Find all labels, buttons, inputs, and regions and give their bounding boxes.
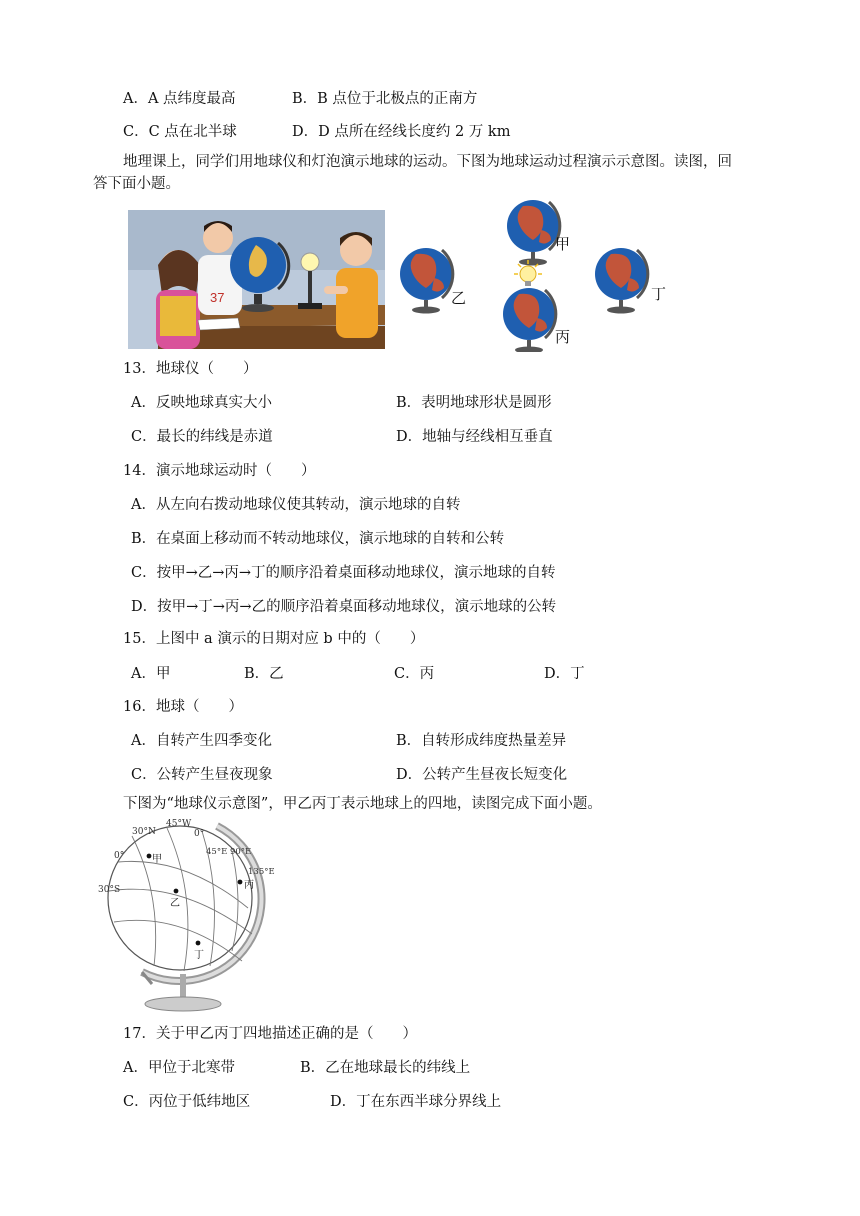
globe-label-jia: 甲 bbox=[555, 235, 571, 253]
label-30s: 30°S bbox=[98, 885, 121, 895]
label-lon0: 0° bbox=[194, 829, 205, 839]
q15-option-c: C．丙 bbox=[394, 666, 435, 682]
classroom-photo bbox=[128, 210, 385, 349]
q12-option-b: B．B 点位于北极点的正南方 bbox=[292, 91, 478, 107]
globe-label-ding: 丁 bbox=[651, 285, 667, 303]
label-45w: 45°W bbox=[166, 819, 192, 829]
label-135e: 135°E bbox=[248, 867, 275, 877]
q16-option-d: D．公转产生昼夜长短变化 bbox=[396, 767, 568, 783]
q14-option-c: C．按甲→乙→丙→丁的顺序沿着桌面移动地球仪，演示地球的自转 bbox=[131, 565, 556, 581]
q13-option-c: C．最长的纬线是赤道 bbox=[131, 429, 273, 445]
q17-option-c: C．丙位于低纬地区 bbox=[123, 1094, 251, 1110]
label-30n: 30°N bbox=[132, 827, 156, 837]
label-jia: 甲 bbox=[152, 854, 162, 865]
globe-yi-icon bbox=[400, 248, 453, 314]
q16-option-a: A．自转产生四季变化 bbox=[131, 733, 272, 749]
earth-orbit-diagram bbox=[393, 196, 683, 352]
globe-label-bing: 丙 bbox=[555, 328, 571, 346]
label-yi: 乙 bbox=[170, 898, 180, 909]
q17-option-b: B．乙在地球最长的纬线上 bbox=[300, 1060, 471, 1076]
globe-coordinate-diagram bbox=[92, 816, 282, 1016]
q17-option-a: A．甲位于北寒带 bbox=[123, 1060, 235, 1076]
q15-option-d: D．丁 bbox=[544, 666, 585, 682]
q15-option-b: B．乙 bbox=[244, 666, 284, 682]
label-bing: 丙 bbox=[244, 880, 254, 891]
label-lat0: 0° bbox=[114, 851, 125, 861]
globe-bing-icon bbox=[503, 288, 556, 352]
q13-option-d: D．地轴与经线相互垂直 bbox=[396, 429, 553, 445]
label-ding: 丁 bbox=[194, 950, 204, 961]
q17-option-d: D．丁在东西半球分界线上 bbox=[330, 1094, 502, 1110]
q14-stem: 14．演示地球运动时（ ） bbox=[123, 463, 316, 479]
q17-stem: 17．关于甲乙丙丁四地描述正确的是（ ） bbox=[123, 1026, 417, 1042]
q12-option-a: A．A 点纬度最高 bbox=[123, 91, 236, 107]
q14-option-a: A．从左向右拨动地球仪使其转动，演示地球的自转 bbox=[131, 497, 461, 513]
q16-stem: 16．地球（ ） bbox=[123, 699, 243, 715]
intro1-line1: 地理课上，同学们用地球仪和灯泡演示地球的运动。下图为地球运动过程演示示意图。读图，回 bbox=[123, 154, 732, 170]
q13-option-a: A．反映地球真实大小 bbox=[131, 395, 272, 411]
label-45e-90e: 45°E 90°E bbox=[206, 847, 252, 857]
globe-jia-icon bbox=[507, 200, 560, 266]
q16-option-b: B．自转形成纬度热量差异 bbox=[396, 733, 567, 749]
q14-option-b: B．在桌面上移动而不转动地球仪，演示地球的自转和公转 bbox=[131, 531, 505, 547]
q14-option-d: D．按甲→丁→丙→乙的顺序沿着桌面移动地球仪，演示地球的公转 bbox=[131, 599, 557, 615]
q16-option-c: C．公转产生昼夜现象 bbox=[131, 767, 273, 783]
globe-ding-icon bbox=[595, 248, 648, 314]
lightbulb-icon bbox=[514, 260, 542, 286]
q15-option-a: A．甲 bbox=[131, 666, 171, 682]
q15-stem: 15．上图中 a 演示的日期对应 b 中的（ ） bbox=[123, 631, 425, 647]
globe-label-yi: 乙 bbox=[451, 289, 467, 307]
q12-option-c: C．C 点在北半球 bbox=[123, 124, 237, 140]
jersey-number: 37 bbox=[210, 290, 225, 305]
q13-option-b: B．表明地球形状是圆形 bbox=[396, 395, 552, 411]
intro1-line2: 答下面小题。 bbox=[93, 176, 180, 192]
q13-stem: 13．地球仪（ ） bbox=[123, 361, 258, 377]
intro2: 下图为“地球仪示意图”，甲乙丙丁表示地球上的四地，读图完成下面小题。 bbox=[123, 796, 602, 812]
q12-option-d: D．D 点所在经线长度约 2 万 km bbox=[292, 124, 511, 140]
